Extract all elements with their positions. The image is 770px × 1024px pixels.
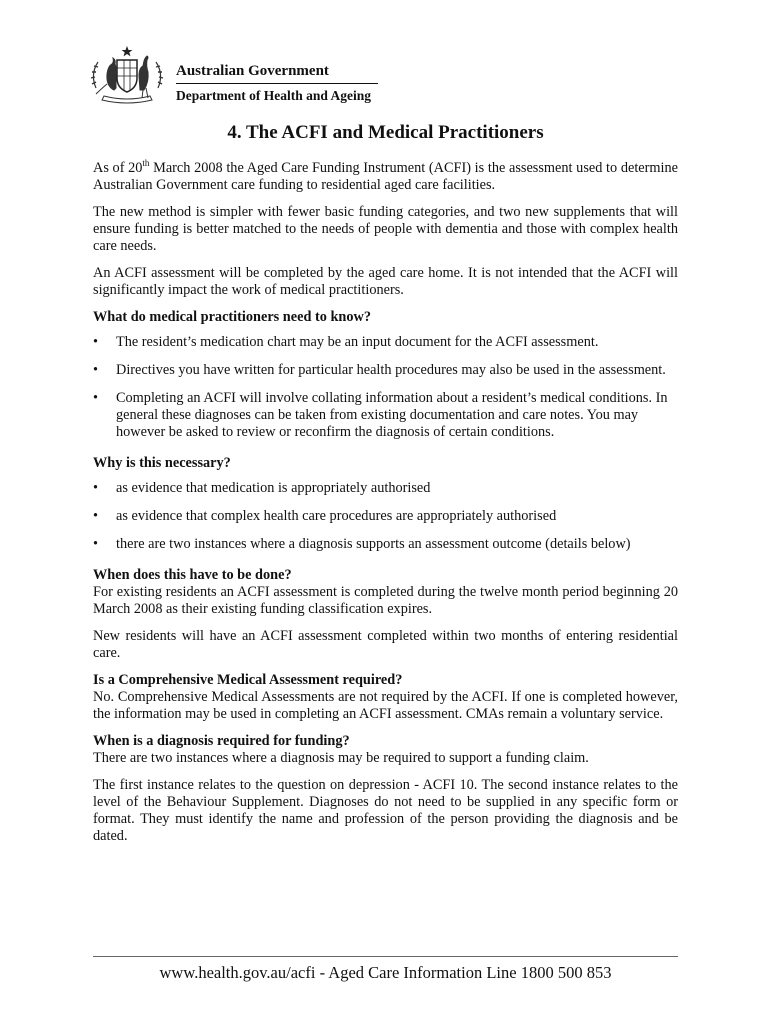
list-item-text: Completing an ACFI will involve collating information about a resident’s medical conditions. In general these diagnoses can be taken from existing documentation and care notes. You may however be asked to review or reconfirm the diagnosis of certain conditions. [116, 390, 668, 440]
page-title: 4. The ACFI and Medical Practitioners [227, 122, 544, 143]
heading-need-to-know: What do medical practitioners need to know? [93, 309, 371, 325]
footer-contact: www.health.gov.au/acfi - Aged Care Information Line 1800 500 853 [159, 963, 612, 982]
when-paragraph-2: New residents will have an ACFI assessment completed within two months of entering residential care. [93, 628, 678, 661]
list-item [93, 480, 678, 497]
cma-paragraph: No. Comprehensive Medical Assessments are not required by the ACFI. If one is completed however, the information may be used in completing an ACFI assessment. CMAs remain a voluntary service. [93, 689, 678, 722]
intro-paragraph-1 [93, 160, 678, 194]
header [86, 44, 386, 106]
bullet-icon: • [93, 536, 99, 552]
document-body [93, 122, 678, 855]
intro-text-end: March 2008 the Aged Care Funding Instrument (ACFI) is the assessment used to determine Australian Government care funding to residential aged care facilities. [93, 160, 678, 193]
heading-when-done: When does this have to be done? [93, 567, 292, 583]
heading-diagnosis-required: When is a diagnosis required for funding? [93, 733, 350, 749]
bullet-icon: • [93, 508, 99, 524]
intro-paragraph-3: An ACFI assessment will be completed by the aged care home. It is not intended that the ACFI will significantly impact the work of medical practitioners. [93, 265, 678, 298]
bullet-icon: • [93, 362, 99, 378]
coat-of-arms-icon [86, 44, 168, 104]
footer-divider [93, 956, 678, 957]
list-item [93, 508, 678, 525]
department-name: Department of Health and Ageing [176, 88, 371, 103]
heading-cma-required: Is a Comprehensive Medical Assessment required? [93, 672, 403, 688]
list-item [93, 334, 678, 351]
diagnosis-paragraph-2: The first instance relates to the question on depression - ACFI 10. The second instance relates to the level of the Behaviour Supplement. Diagnoses do not need to be supplied in any specific form or format. They must identify the name and profession of the person providing the diagnosis and be dated. [93, 777, 678, 844]
heading-why-necessary: Why is this necessary? [93, 455, 231, 471]
government-name: Australian Government [176, 63, 329, 79]
intro-text-start: As of 20 [93, 160, 143, 176]
header-divider [176, 83, 378, 84]
list-item [93, 536, 678, 553]
list-item-text: Directives you have written for particular health procedures may also be used in the assessment. [116, 362, 666, 378]
diagnosis-paragraph-1: There are two instances where a diagnosis may be required to support a funding claim. [93, 750, 589, 766]
bullet-icon: • [93, 334, 99, 350]
list-item-text: there are two instances where a diagnosis supports an assessment outcome (details below) [116, 536, 631, 552]
list-item-text: The resident’s medication chart may be an input document for the ACFI assessment. [116, 334, 599, 350]
bullet-icon: • [93, 390, 99, 406]
intro-paragraph-2: The new method is simpler with fewer basic funding categories, and two new supplements that will ensure funding is better matched to the needs of people with dementia and those with complex health care needs. [93, 204, 678, 254]
list-item-text: as evidence that complex health care procedures are appropriately authorised [116, 508, 557, 524]
why-necessary-list [93, 480, 678, 553]
bullet-icon: • [93, 480, 99, 496]
list-item [93, 390, 678, 441]
list-item [93, 362, 678, 379]
list-item-text: as evidence that medication is appropriately authorised [116, 480, 431, 496]
ordinal-suffix: th [142, 158, 150, 169]
when-paragraph-1: For existing residents an ACFI assessment is completed during the twelve month period beginning 20 March 2008 as their existing funding classification expires. [93, 584, 678, 617]
need-to-know-list [93, 334, 678, 441]
